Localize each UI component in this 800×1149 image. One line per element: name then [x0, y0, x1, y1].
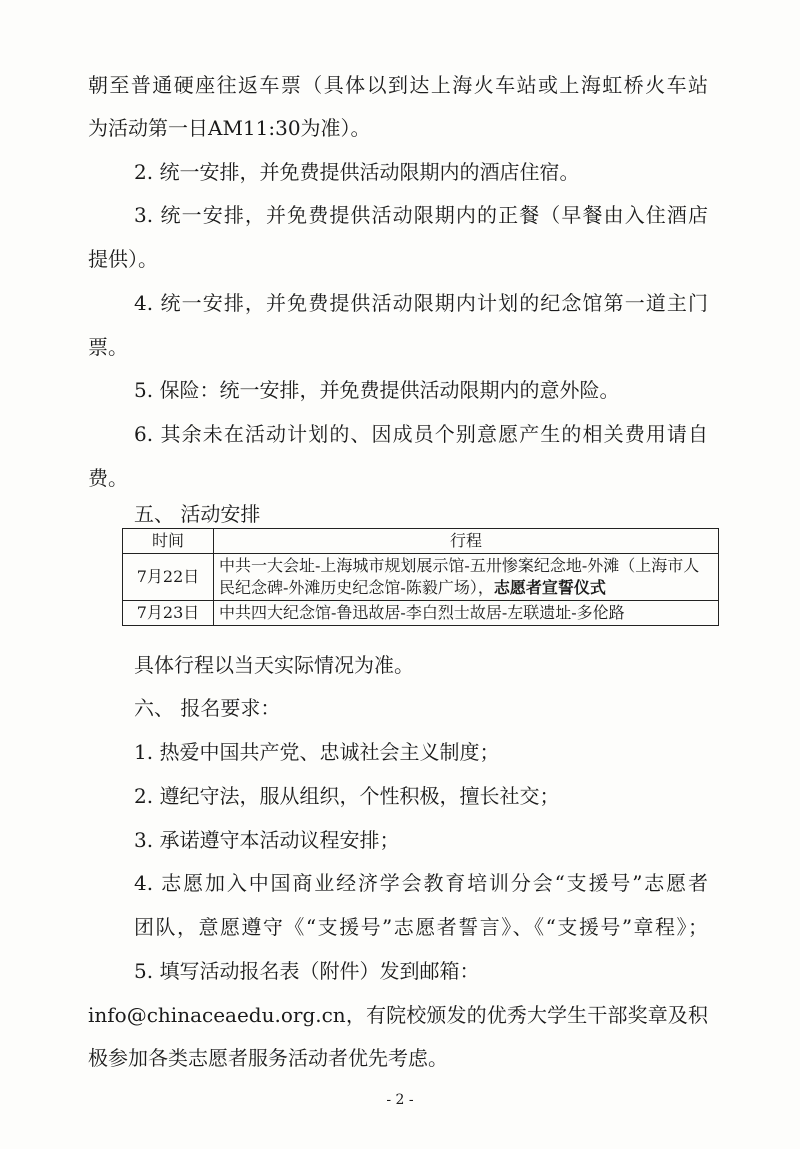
- header-route: 行程: [214, 529, 719, 554]
- schedule-note: 具体行程以当天实际情况为准。: [134, 653, 414, 677]
- section-title: 五、 活动安排: [134, 502, 261, 526]
- paragraph-line: 极参加各类志愿者服务活动者优先考虑。: [88, 1046, 448, 1070]
- schedule-table: [122, 528, 719, 626]
- table-header-row: [123, 529, 719, 554]
- route-highlight: 志愿者宣誓仪式: [493, 578, 606, 597]
- paragraph-line: info@chinaceaedu.org.cn，有院校颁发的优秀大学生干部奖章及积: [88, 1003, 708, 1027]
- paragraph-line: 费。: [88, 466, 128, 490]
- page-number: - 2 -: [386, 1092, 414, 1108]
- list-item: 2. 遵纪守法，服从组织，个性积极，擅长社交；: [134, 784, 560, 808]
- list-item: 4. 统一安排，并免费提供活动限期内计划的纪念馆第一道主门: [134, 291, 708, 315]
- paragraph-line: 朝至普通硬座往返车票（具体以到达上海火车站或上海虹桥火车站: [88, 73, 708, 97]
- row-route: [214, 601, 719, 626]
- list-item: 4. 志愿加入中国商业经济学会教育培训分会“支援号”志愿者: [134, 871, 708, 895]
- row-route: [214, 554, 719, 601]
- list-item: 1. 热爱中国共产党、忠诚社会主义制度；: [134, 740, 500, 764]
- list-item: 3. 承诺遵守本活动议程安排；: [134, 828, 400, 852]
- list-item: 6. 其余未在活动计划的、因成员个别意愿产生的相关费用请自: [134, 422, 708, 446]
- paragraph-line: 提供）。: [88, 247, 158, 271]
- paragraph-line: 团队，意愿遵守《“支援号”志愿者誓言》、《“支援号”章程》；: [134, 915, 708, 939]
- route-text: 中共一大会址-上海城市规划展示馆-五卅惨案纪念地-外滩（上海市人民纪念碑-外滩历史纪念馆-陈毅广场），: [219, 556, 700, 597]
- paragraph-line: 为活动第一日AM11:30为准）。: [88, 116, 371, 140]
- section-title: 六、 报名要求：: [134, 696, 281, 720]
- paragraph-line: 票。: [88, 335, 128, 359]
- route-text: 中共四大纪念馆-鲁迅故居-李白烈士故居-左联遗址-多伦路: [219, 603, 625, 622]
- table-row: [123, 601, 719, 626]
- list-item: 3. 统一安排，并免费提供活动限期内的正餐（早餐由入住酒店: [134, 203, 708, 227]
- list-item: 5. 填写活动报名表（附件）发到邮箱：: [134, 959, 480, 983]
- row-date: 7月22日: [123, 554, 214, 601]
- list-item: 5. 保险：统一安排，并免费提供活动限期内的意外险。: [134, 378, 620, 402]
- table-row: [123, 554, 719, 601]
- list-item: 2. 统一安排，并免费提供活动限期内的酒店住宿。: [134, 160, 580, 184]
- row-date: 7月23日: [123, 601, 214, 626]
- header-time: 时间: [123, 529, 214, 554]
